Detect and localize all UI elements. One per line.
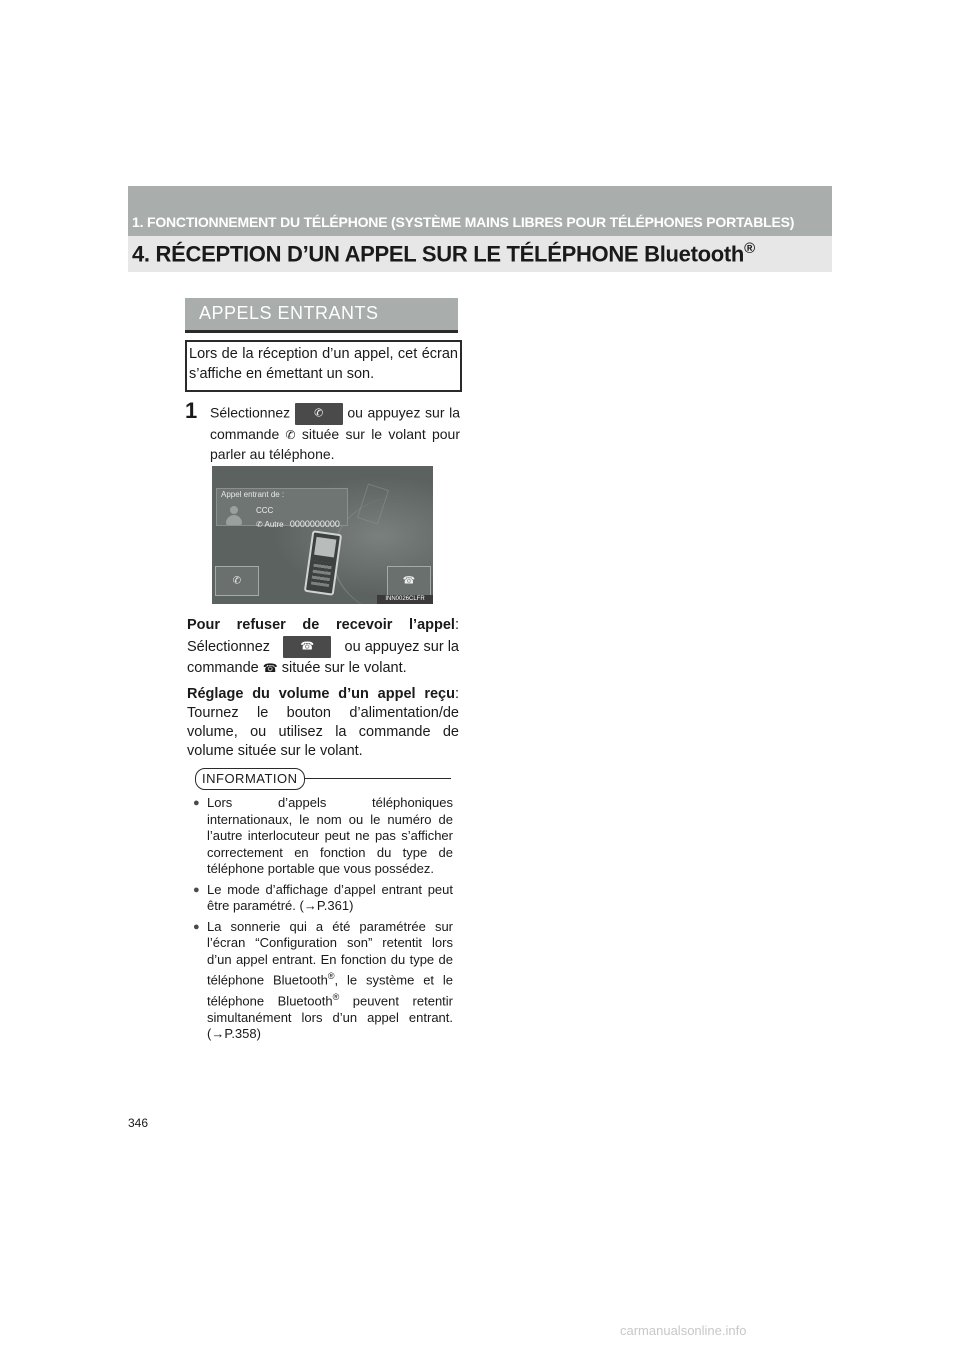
volume-heading <box>187 686 459 702</box>
information-item-text: Lors d’appels téléphoniques internationaux, le nom ou le numéro de l’autre interlocuteur peut ne pas s’afficher correctement en fonction du type de téléphone portable que vous possédez. <box>207 795 453 876</box>
section-title <box>132 240 755 267</box>
caller-number-line <box>256 519 340 529</box>
refuse-line-2 <box>187 660 459 676</box>
registered-mark: ® <box>327 971 335 981</box>
bullet-icon: ● <box>193 920 200 933</box>
watermark: carmanualsonline.info <box>620 1323 747 1338</box>
subheading-band <box>185 298 458 333</box>
volume-text: Tournez le bouton d’alimentation/de volume, ou utilisez la commande de volume située sur le volant. <box>187 705 459 759</box>
step-number: 1 <box>185 398 198 423</box>
step1-text <box>210 403 460 464</box>
information-item-text: , le système et le téléphone Bluetooth <box>207 972 453 1009</box>
section-header-band <box>128 236 832 272</box>
hang-up-icon: ☎ <box>300 640 315 653</box>
phone-screen <box>314 537 336 558</box>
phone-keypad <box>311 561 332 587</box>
refuse-part1: Sélectionnez <box>187 638 271 655</box>
caller-number: 0000000000 <box>289 519 340 529</box>
chapter-title: 1. FONCTIONNEMENT DU TÉLÉPHONE (SYSTÈME MAINS LIBRES POUR TÉLÉPHONES PORTABLES) <box>132 214 795 230</box>
information-item <box>193 795 453 878</box>
page-number: 346 <box>128 1116 149 1130</box>
avatar-body <box>226 515 242 525</box>
information-item <box>193 919 453 1043</box>
screen-reject-button[interactable] <box>387 566 431 596</box>
refuse-part3: commande <box>187 660 259 676</box>
reject-call-button[interactable] <box>283 636 331 658</box>
refuse-colon: : <box>454 617 459 633</box>
intro-box: Lors de la réception d’un appel, cet écran s’affiche en émettant un son. <box>185 340 462 392</box>
volume-heading-text: Réglage du volume d’un appel reçu <box>187 686 455 702</box>
step1-part3: située sur le volant pour parler au téléphone. <box>210 426 460 462</box>
information-list <box>193 795 453 1047</box>
information-label: INFORMATION <box>195 768 305 790</box>
information-item-text: La sonnerie qui a été paramétrée sur l’écran “Configuration son” retentit lors d’un appel entrant. En fonction du type de téléphone Bluetooth <box>207 918 453 988</box>
incoming-call-title: Appel entrant de : <box>221 490 285 499</box>
screenshot-code: INN0026CLFR <box>377 595 433 604</box>
refuse-part4: située sur le volant. <box>281 660 407 676</box>
off-hook-icon: ✆ <box>232 575 242 587</box>
refuse-part2: ou appuyez sur la <box>344 638 459 655</box>
accept-call-button[interactable] <box>295 403 343 425</box>
on-hook-icon: ☎ <box>402 575 416 587</box>
refuse-heading <box>187 617 459 633</box>
refuse-line-1 <box>187 636 459 658</box>
information-item-text: Le mode d’affichage d’appel entrant peut être paramétré. (→P.361) <box>207 881 453 913</box>
subheading-title: APPELS ENTRANTS <box>199 303 379 323</box>
phone-switch-icon: ✆ <box>285 428 296 442</box>
chapter-header-band <box>128 186 832 236</box>
volume-colon: : <box>454 686 459 702</box>
information-item <box>193 882 453 915</box>
step1-part1: Sélectionnez <box>210 404 291 421</box>
section-title-text: 4. RÉCEPTION D’UN APPEL SUR LE TÉLÉPHONE Bluetooth <box>132 241 745 267</box>
screen-accept-button[interactable] <box>215 566 259 596</box>
phone-icon: ✆ <box>314 407 324 420</box>
registered-mark: ® <box>744 240 755 257</box>
step1-part2: ou appuyez sur la commande <box>210 404 460 442</box>
phone-type-label: Autre <box>264 520 284 529</box>
contact-avatar-icon <box>224 504 244 528</box>
bullet-icon: ● <box>193 883 200 896</box>
refuse-heading-text: Pour refuser de recevoir l’appel <box>187 617 455 633</box>
caller-name: CCC <box>256 506 274 515</box>
registered-mark: ® <box>332 991 340 1002</box>
phone-type-icon: ✆ <box>256 520 263 529</box>
bullet-icon: ● <box>193 797 200 809</box>
avatar-head <box>230 506 238 514</box>
incoming-call-screen <box>212 466 433 604</box>
information-item-text: peuvent retentir simultanément lors d’un appel entrant. (→P.358) <box>207 993 453 1042</box>
hang-up-switch-icon: ☎ <box>262 661 278 675</box>
